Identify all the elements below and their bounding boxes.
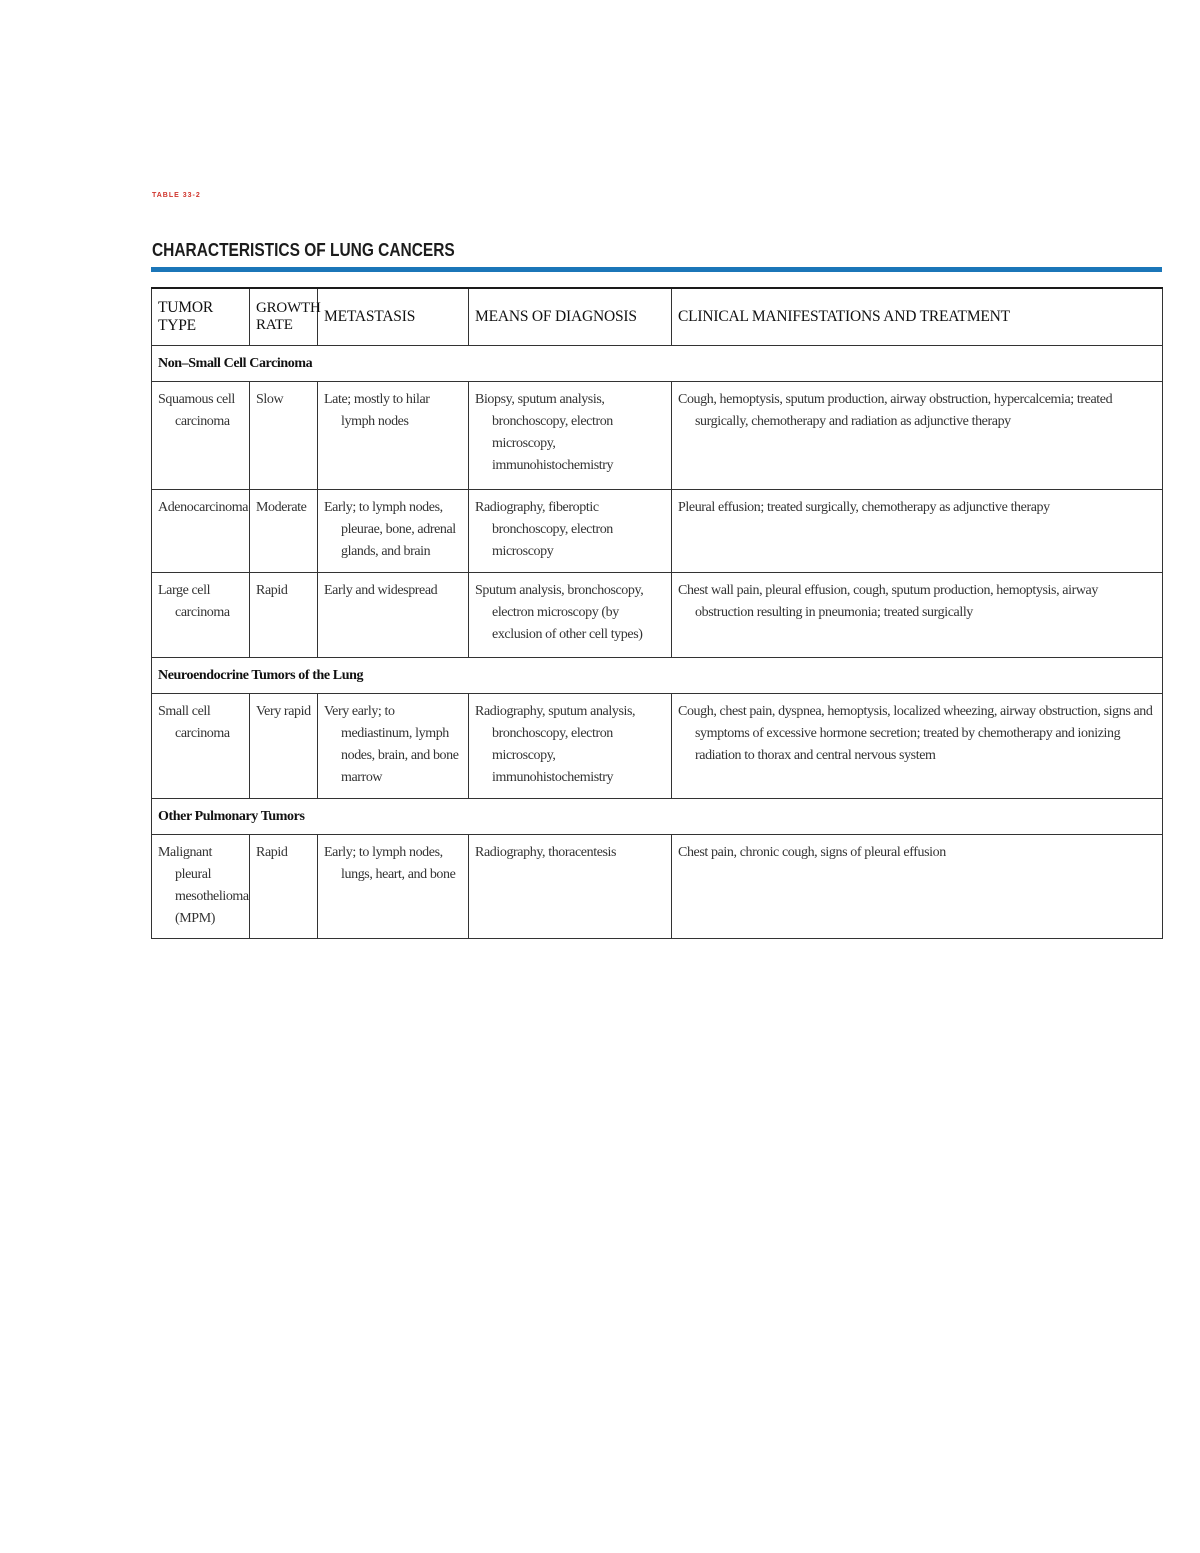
table-row [152,694,1163,799]
cell-clinical [672,382,1163,490]
cell-text: Chest pain, chronic cough, signs of pleural effusion [678,845,946,860]
cell-text: Radiography, sputum analysis, bronchoscopy, electron microscopy, immunohistochemistry [475,704,636,785]
cell-text: Cough, hemoptysis, sputum production, airway obstruction, hypercalcemia; treated surgically, chemotherapy and radiation as adjunctive therapy [678,392,1113,429]
table-row [152,490,1163,573]
header-growth-rate-line1: GROWTH [256,300,321,316]
title-divider [151,267,1162,272]
cell-text: Malignant pleural mesothelioma (MPM) [158,845,249,926]
cell-tumor-type [152,573,250,658]
header-metastasis: METASTASIS [318,288,469,346]
cell-text: Radiography, fiberoptic bronchoscopy, electron microscopy [475,500,613,559]
cell-text: Small cell carcinoma [158,704,230,741]
header-growth-rate [250,288,321,346]
cell-text: Adenocarcinoma [158,500,249,515]
cell-text: Cough, chest pain, dyspnea, hemoptysis, localized wheezing, airway obstruction, signs and symptoms of excessive hormone secretion; treated by chemotherapy and ionizing radiation to thorax and central nervous system [678,704,1153,763]
cell-growth-rate: Very rapid [250,694,318,799]
cell-diagnosis [469,490,672,573]
cell-text: Radiography, thoracentesis [475,845,617,860]
cell-growth-rate: Moderate [250,490,318,573]
cell-tumor-type [152,694,250,799]
section-row-other-pulmonary [152,799,1163,835]
cell-metastasis [318,573,469,658]
cell-metastasis [318,490,469,573]
cell-metastasis [318,694,469,799]
cell-growth-rate: Rapid [250,573,318,658]
cell-text: Late; mostly to hilar lymph nodes [324,392,430,429]
page-title: CHARACTERISTICS OF LUNG CANCERS [152,240,455,260]
cell-diagnosis [469,573,672,658]
header-tumor-type: TUMOR TYPE [152,288,250,346]
section-title: Other Pulmonary Tumors [152,799,1163,835]
table-number-label: TABLE 33-2 [152,192,201,199]
cell-clinical [672,694,1163,799]
section-title: Neuroendocrine Tumors of the Lung [152,658,1163,694]
section-title: Non–Small Cell Carcinoma [152,346,1163,382]
cell-text: Early; to lymph nodes, lungs, heart, and bone [324,845,456,882]
cell-diagnosis [469,694,672,799]
header-means-of-diagnosis: MEANS OF DIAGNOSIS [469,288,672,346]
cell-tumor-type [152,490,250,573]
cell-diagnosis [469,835,672,939]
cell-text: Large cell carcinoma [158,583,230,620]
cell-text: Early and widespread [324,583,438,598]
cell-growth-rate: Rapid [250,835,318,939]
section-row-non-small-cell [152,346,1163,382]
header-growth-rate-line2: RATE [256,317,293,333]
table-row [152,573,1163,658]
cell-metastasis [318,835,469,939]
cell-tumor-type [152,835,250,939]
section-row-neuroendocrine [152,658,1163,694]
cell-diagnosis [469,382,672,490]
header-clinical: CLINICAL MANIFESTATIONS AND TREATMENT [672,288,1163,346]
lung-cancer-table [151,287,1163,939]
cell-text: Chest wall pain, pleural effusion, cough, sputum production, hemoptysis, airway obstruction resulting in pneumonia; treated surgically [678,583,1098,620]
header-row [152,288,1163,346]
cell-text: Very early; to mediastinum, lymph nodes, brain, and bone marrow [324,704,459,785]
table-row [152,835,1163,939]
table-row [152,382,1163,490]
cell-clinical [672,490,1163,573]
cell-text: Biopsy, sputum analysis, bronchoscopy, electron microscopy, immunohistochemistry [475,392,614,473]
cell-metastasis [318,382,469,490]
cell-growth-rate: Slow [250,382,318,490]
cell-text: Sputum analysis, bronchoscopy, electron microscopy (by exclusion of other cell types) [475,583,644,642]
cell-text: Pleural effusion; treated surgically, chemotherapy as adjunctive therapy [678,500,1050,515]
cell-clinical [672,573,1163,658]
cell-tumor-type [152,382,250,490]
cell-text: Early; to lymph nodes, pleurae, bone, adrenal glands, and brain [324,500,456,559]
cell-clinical [672,835,1163,939]
cell-text: Squamous cell carcinoma [158,392,235,429]
